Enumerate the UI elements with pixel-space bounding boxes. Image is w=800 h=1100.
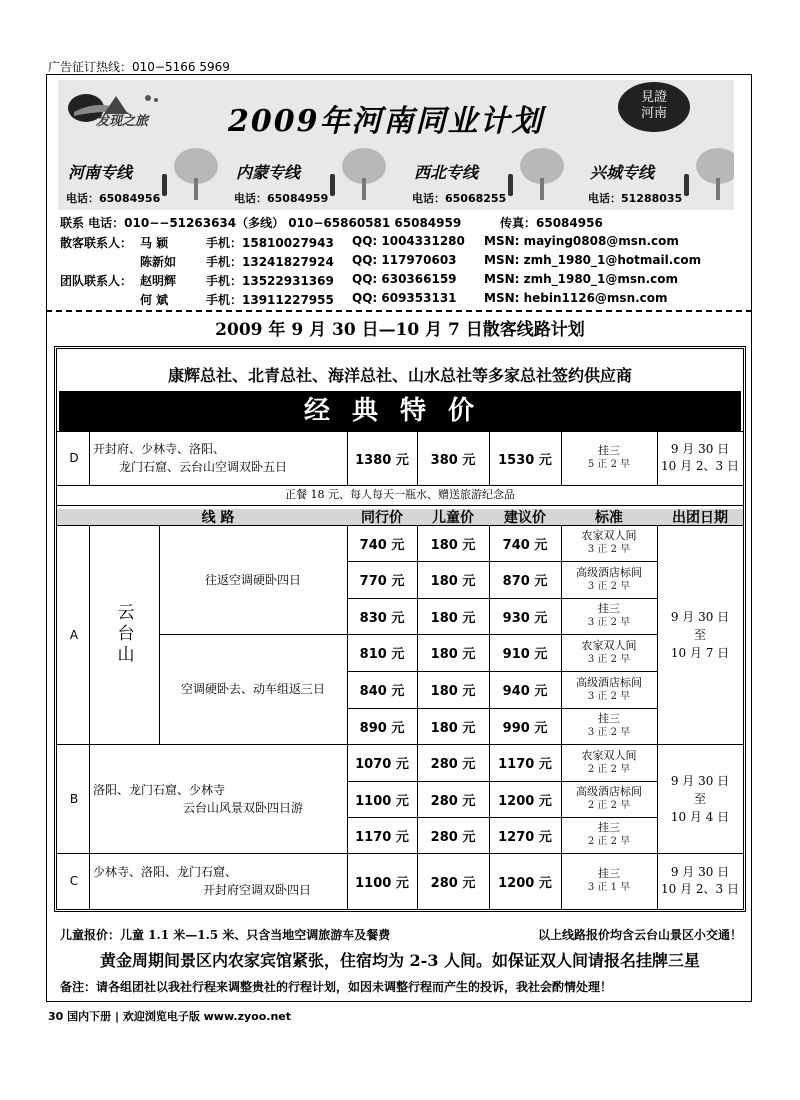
contact-msn: MSN: zmh_1980_1@msn.com bbox=[484, 272, 678, 286]
banner-title: 2009年河南同业计划 bbox=[228, 104, 544, 139]
contact-name: 何 斌 bbox=[140, 293, 169, 307]
std-label: 挂三 bbox=[598, 444, 620, 457]
contact-msn: MSN: hebin1126@msn.com bbox=[484, 291, 668, 305]
line-card-henan bbox=[62, 148, 222, 210]
contact-msn: MSN: zmh_1980_1@hotmail.com bbox=[484, 253, 702, 267]
child-price: 180 元 bbox=[430, 647, 476, 662]
child-price: 180 元 bbox=[430, 610, 476, 626]
std-label: 挂三 bbox=[598, 821, 620, 834]
contact-mobile: 手机：13241827924 bbox=[206, 255, 334, 269]
peer-price: 770 元 bbox=[359, 574, 405, 589]
standard bbox=[561, 431, 657, 485]
peer-price: 1100 元 bbox=[355, 875, 409, 891]
contact-name: 马 颖 bbox=[140, 236, 169, 250]
route-line: 开封府、少林寺、洛阳、 bbox=[93, 442, 226, 456]
destination: 云台山 bbox=[113, 603, 134, 666]
line-phone: 电话：65084956 bbox=[66, 192, 161, 205]
standard bbox=[561, 744, 657, 781]
depart-date bbox=[657, 744, 743, 853]
peer-price: 840 元 bbox=[359, 684, 405, 699]
suggested-price: 870 元 bbox=[502, 574, 548, 589]
ad-hotline: 广告征订热线：010−5166 5969 bbox=[48, 60, 230, 74]
peer-price: 1070 元 bbox=[355, 757, 409, 772]
child-price: 380 元 bbox=[430, 452, 476, 468]
contact-qq: QQ: 609353131 bbox=[352, 291, 457, 305]
contact-qq: QQ: 117970603 bbox=[352, 253, 457, 267]
line-name: 河南专线 bbox=[68, 163, 133, 182]
std-sub: 3 正 2 早 bbox=[587, 544, 631, 555]
depart-date bbox=[657, 853, 743, 909]
peer-price: 890 元 bbox=[359, 720, 405, 736]
peer-price: 830 元 bbox=[359, 610, 405, 626]
standard bbox=[561, 781, 657, 817]
contact-mobile: 手机：13911227955 bbox=[206, 293, 334, 307]
special-offer-banner: 经典特价 bbox=[59, 391, 741, 431]
standard bbox=[561, 708, 657, 744]
standard bbox=[561, 634, 657, 671]
person-icon bbox=[508, 174, 513, 196]
person-icon bbox=[684, 174, 689, 196]
std-sub: 3 正 2 早 bbox=[587, 580, 631, 592]
suggested-price: 930 元 bbox=[502, 610, 548, 626]
suggested-price: 1200 元 bbox=[498, 793, 552, 809]
std-label: 高级酒店标间 bbox=[576, 675, 642, 689]
inclusion-note: 以上线路报价均含云台山景区小交通！ bbox=[537, 928, 742, 942]
contact-fax: 传真：65084956 bbox=[500, 216, 603, 230]
route-line: 少林寺、洛阳、龙门石窟、 bbox=[93, 865, 238, 879]
date-line: 10 月 2、3 日 bbox=[661, 459, 739, 473]
suggested-price: 1270 元 bbox=[498, 829, 552, 845]
suppliers-line: 康辉总社、北青总社、海洋总社、山水总社等多家总社签约供应商 bbox=[167, 366, 632, 385]
std-label: 挂三 bbox=[598, 712, 620, 725]
peer-price: 740 元 bbox=[359, 537, 405, 553]
contact-name: 陈新如 bbox=[140, 255, 177, 269]
route bbox=[93, 744, 347, 853]
child-price: 280 元 bbox=[430, 757, 476, 772]
header-standard: 标准 bbox=[595, 510, 623, 526]
suggested-price: 740 元 bbox=[502, 537, 548, 553]
suggested-price: 1200 元 bbox=[498, 875, 552, 891]
route-line: 开封府空调双卧四日 bbox=[203, 883, 312, 897]
seal-badge bbox=[618, 82, 690, 132]
line-name: 兴城专线 bbox=[590, 163, 655, 182]
row-code: D bbox=[69, 451, 79, 465]
contact-mobile: 手机：15810027943 bbox=[206, 236, 334, 250]
page-footer: 30 国内下册 | 欢迎浏览电子版 www.zyoo.net bbox=[48, 1010, 292, 1023]
child-price: 280 元 bbox=[430, 829, 476, 845]
std-sub: 2 正 2 早 bbox=[587, 836, 631, 847]
route-line: 龙门石窟、云台山空调双卧五日 bbox=[119, 460, 288, 474]
contact-qq: QQ: 1004331280 bbox=[352, 234, 465, 248]
header-child: 儿童价 bbox=[432, 510, 474, 526]
std-label: 挂三 bbox=[598, 602, 620, 615]
std-sub: 2 正 2 早 bbox=[587, 800, 631, 811]
suggested-price: 910 元 bbox=[502, 647, 548, 662]
line-cards bbox=[58, 148, 734, 210]
peer-price: 1100 元 bbox=[355, 793, 409, 809]
tree-icon bbox=[696, 148, 734, 184]
line-name: 西北专线 bbox=[414, 163, 479, 182]
header-peer: 同行价 bbox=[361, 510, 403, 526]
suggested-price: 940 元 bbox=[502, 684, 548, 699]
std-label: 高级酒店标间 bbox=[576, 785, 642, 798]
contact-msn: MSN: maying0808@msn.com bbox=[484, 234, 679, 248]
std-label: 农家双人间 bbox=[581, 748, 637, 762]
person-icon bbox=[162, 174, 167, 196]
divider bbox=[46, 310, 752, 312]
route-line: 洛阳、龙门石窟、少林寺 bbox=[93, 782, 226, 797]
std-sub: 3 正 2 早 bbox=[587, 653, 631, 665]
std-sub: 2 正 2 早 bbox=[587, 763, 631, 775]
contact-mobile: 手机：13522931369 bbox=[206, 274, 334, 288]
std-label: 挂三 bbox=[598, 867, 620, 880]
std-label: 农家双人间 bbox=[581, 638, 637, 652]
date-line: 10 月 2、3 日 bbox=[661, 882, 739, 896]
standard bbox=[561, 598, 657, 634]
std-sub: 3 正 1 早 bbox=[587, 882, 631, 893]
route-sub: 空调硬卧去、动车组返三日 bbox=[180, 682, 325, 696]
line-phone: 电话：51288035 bbox=[588, 192, 683, 205]
seal-text-1: 見證 bbox=[640, 90, 667, 105]
std-label: 农家双人间 bbox=[581, 529, 637, 542]
golden-week-note: 黄金周期间景区内农家宾馆紧张，住宿均为 2-3 人间。如保证双人间请报名挂牌三星 bbox=[99, 951, 701, 970]
suggested-price: 990 元 bbox=[502, 720, 548, 736]
route bbox=[93, 853, 347, 909]
line-phone: 电话：65068255 bbox=[412, 192, 507, 205]
std-sub: 3 正 2 早 bbox=[587, 727, 631, 738]
date-line: 10 月 7 日 bbox=[670, 645, 730, 660]
contact-name: 赵明辉 bbox=[140, 274, 177, 288]
contact-phones: 联系 电话：010−−51263634（多线） 010−65860581 65084959 bbox=[60, 216, 462, 230]
route-sub: 往返空调硬卧四日 bbox=[204, 572, 301, 587]
standard bbox=[561, 561, 657, 598]
peer-price: 1380 元 bbox=[355, 452, 409, 468]
line-card-neimeng bbox=[230, 148, 390, 210]
contact-role: 团队联系人： bbox=[60, 274, 133, 288]
standard bbox=[561, 671, 657, 708]
person-icon bbox=[330, 174, 335, 196]
special-route bbox=[93, 431, 347, 485]
price-table bbox=[54, 346, 746, 912]
date-line: 9 月 30 日 bbox=[670, 865, 730, 879]
depart-date bbox=[657, 431, 743, 485]
date-line: 9 月 30 日 bbox=[670, 773, 730, 788]
contact-role: 散客联系人： bbox=[60, 236, 133, 250]
line-card-xingcheng bbox=[584, 148, 734, 210]
remark-note: 备注：请各组团社以我社行程来调整贵社的行程计划，如因未调整行程而产生的投诉，我社会酌情处理！ bbox=[60, 980, 613, 994]
standard bbox=[561, 525, 657, 561]
row-code: C bbox=[69, 874, 79, 888]
std-label: 高级酒店标间 bbox=[576, 565, 642, 579]
std-sub: 3 正 2 早 bbox=[587, 690, 631, 702]
date-line: 9 月 30 日 bbox=[670, 609, 730, 624]
date-line: 至 bbox=[693, 627, 706, 642]
header-date: 出团日期 bbox=[672, 510, 728, 526]
page-subtitle: 2009 年 9 月 30 日—10 月 7 日散客线路计划 bbox=[215, 320, 585, 340]
std-sub: 5 正 2 早 bbox=[587, 459, 631, 470]
seal-text-2: 河南 bbox=[640, 106, 667, 121]
contact-qq: QQ: 630366159 bbox=[352, 272, 457, 286]
child-price: 180 元 bbox=[430, 684, 476, 699]
standard bbox=[561, 817, 657, 853]
header-suggest: 建议价 bbox=[504, 510, 546, 526]
line-card-xibei bbox=[408, 148, 568, 210]
header-route: 线 路 bbox=[201, 510, 235, 526]
special-note: 正餐 18 元、每人每天一瓶水、赠送旅游纪念品 bbox=[285, 488, 515, 501]
peer-price: 810 元 bbox=[359, 647, 405, 662]
date-line: 10 月 4 日 bbox=[670, 809, 730, 824]
date-line: 至 bbox=[693, 791, 706, 806]
logo-text: 发现之旅 bbox=[96, 114, 149, 129]
child-price: 280 元 bbox=[430, 875, 476, 891]
line-phone: 电话：65084959 bbox=[234, 192, 329, 205]
row-code: B bbox=[69, 791, 79, 806]
route-line: 云台山风景双卧四日游 bbox=[183, 800, 304, 815]
kids-price-note: 儿童报价：儿童 1.1 米—1.5 米、只含当地空调旅游车及餐费 bbox=[60, 928, 391, 942]
child-price: 180 元 bbox=[430, 574, 476, 589]
suggested-price: 1530 元 bbox=[498, 452, 552, 468]
child-price: 180 元 bbox=[430, 537, 476, 553]
banner bbox=[58, 80, 734, 210]
line-name: 内蒙专线 bbox=[236, 163, 301, 182]
row-code: A bbox=[69, 627, 79, 642]
child-price: 180 元 bbox=[430, 720, 476, 736]
suggested-price: 1170 元 bbox=[498, 757, 552, 772]
peer-price: 1170 元 bbox=[355, 829, 409, 845]
depart-date bbox=[657, 525, 743, 744]
child-price: 280 元 bbox=[430, 793, 476, 809]
date-line: 9 月 30 日 bbox=[670, 442, 730, 456]
std-sub: 3 正 2 早 bbox=[587, 617, 631, 628]
standard bbox=[561, 853, 657, 909]
